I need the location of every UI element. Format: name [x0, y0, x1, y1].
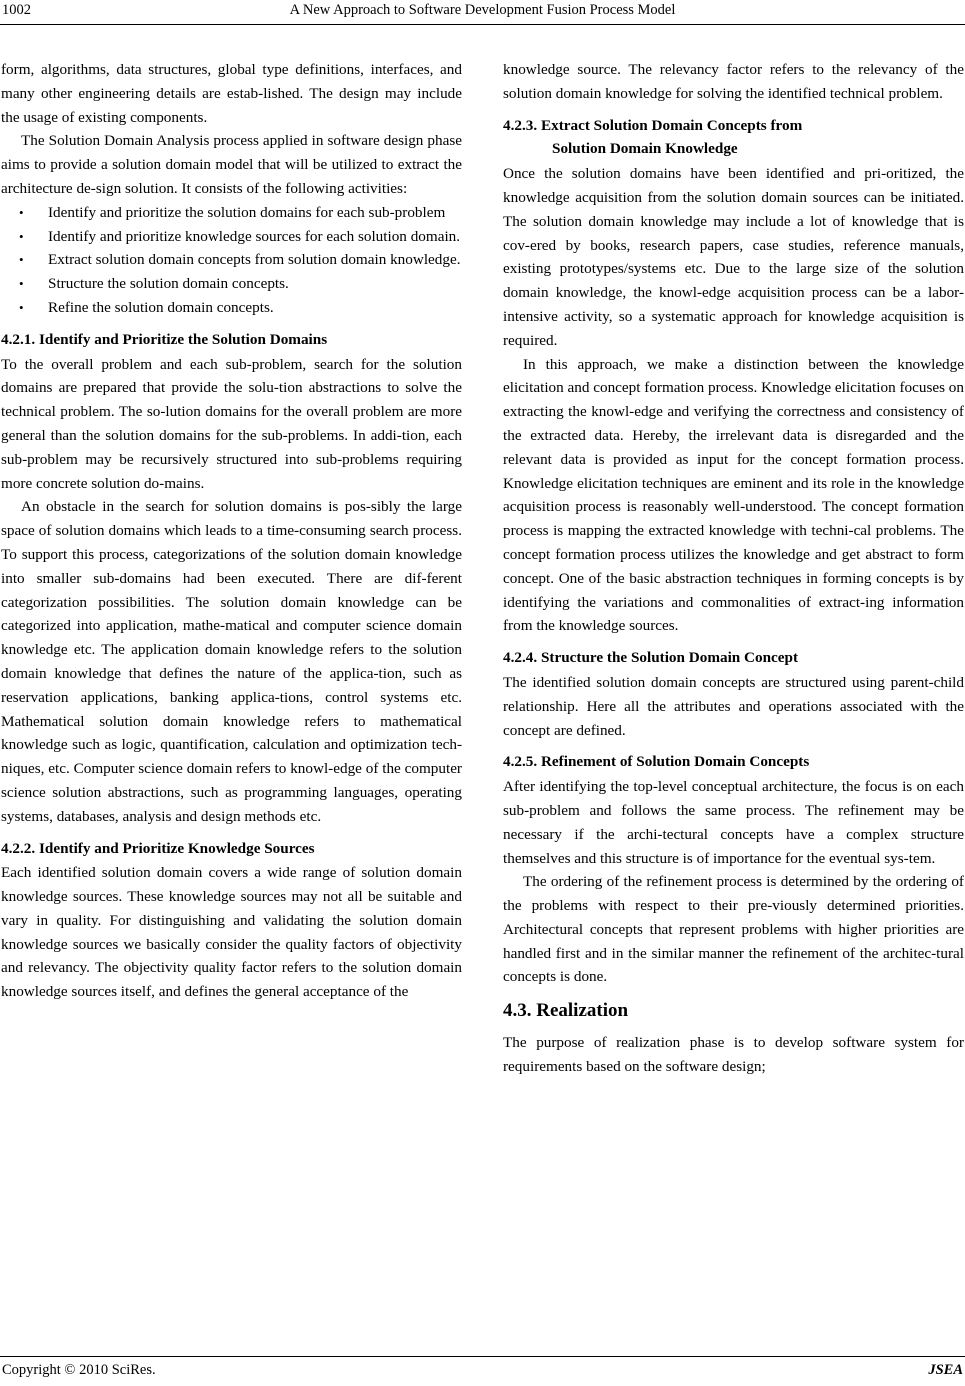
footer-rule: [0, 1356, 965, 1357]
section-heading-4-3: 4.3. Realization: [503, 1000, 629, 1022]
list-item-text: Structure the solution domain concepts.: [48, 275, 289, 293]
section-heading-4-2-5: 4.2.5. Refinement of Solution Domain Concepts: [503, 753, 810, 771]
paragraph: Each identified solution domain covers a wide range of solution domain knowledge sources. These knowledge sources may not all be suitable and vary in quality. For distinguishing and validating the solution domain knowledge sources we basically consider the quality factors of objectivity and relevancy. The objectivity quality factor refers to the solution domain knowledge sources itself, and defines the general acceptance of the: [1, 864, 462, 1001]
section-heading-4-2-3: [503, 114, 964, 162]
bullet-icon: •: [19, 276, 24, 292]
heading-line: 4.2.3. Extract Solution Domain Concepts from: [503, 116, 803, 134]
paragraph: In this approach, we make a distinction between the knowledge elicitation and concept formation process. Knowledge elicitation focuses on extracting the knowl-edge and verifying the correctness and consistency of the extracted data. Hereby, the irrelevant data is disregarded and the relevant data is provided as input for the concept formation process. Knowledge elicitation techniques are eminent and its role in the knowledge acquisition process is reasonably well-understood. The concept formation process is mapping the extracted knowledge with techni-cal problems. The concept formation process utilizes the knowledge and get abstract to form concept. One of the basic abstraction techniques in forming concepts is by identifying the variations and commonalities of extract-ing information from the knowledge sources.: [503, 355, 964, 635]
paragraph: An obstacle in the search for solution domains is pos-sibly the large space of solution domains which leads to a time-consuming search process. To support this process, categorizations of the solution domain knowledge into smaller sub-domains had been executed. There are dif-ferent categorization possibilities. The solution domain knowledge can be categorized into application, mathe-matical and computer science domain knowledge etc. The application domain knowledge refers to the solution domain knowledge that defines the nature of the applica-tion, such as reservation applications, banking applica-tions, control systems etc. Mathematical solution domain knowledge refers to mathematical knowledge such as logic, quantification, calculation and optimization tech-niques, etc. Computer science domain refers to knowl-edge of the computer science solution abstractions, such as programming languages, operating systems, databases, analysis and design methods etc.: [1, 498, 462, 825]
list-item-text: Extract solution domain concepts from solution domain knowledge.: [48, 251, 461, 269]
heading-line: Solution Domain Knowledge: [552, 140, 738, 158]
page-header: [0, 2, 965, 22]
left-column: [1, 58, 462, 1004]
journal-abbreviation: JSEA: [928, 1362, 963, 1378]
paragraph: The identified solution domain concepts are structured using parent-child relationship. Here all the attributes and operations associated with the concept are defined.: [503, 673, 964, 739]
list-item-text: Identify and prioritize the solution domains for each sub-problem: [48, 203, 446, 221]
paragraph: To the overall problem and each sub-problem, search for the solution domains are prepared that provide the solu-tion abstractions to solve the technical problem. The so-lution domains for the overall problem are more general than the solution domains for the sub-problems. In addi-tion, each sub-problem may be recursively structured into sub-problems requiring more concrete solution do-mains.: [1, 355, 462, 492]
list-item-text: Refine the solution domain concepts.: [48, 298, 274, 316]
paragraph: knowledge source. The relevancy factor refers to the relevancy of the solution domain knowledge for solving the identified technical problem.: [503, 61, 964, 102]
header-rule: [0, 24, 965, 25]
bullet-icon: •: [19, 299, 24, 315]
list-item-text: Identify and prioritize knowledge sources for each solution domain.: [48, 227, 461, 245]
paragraph: form, algorithms, data structures, global type definitions, interfaces, and many other engineering details are estab-lished. The design may include the usage of existing components.: [1, 61, 462, 126]
paragraph: The Solution Domain Analysis process applied in software design phase aims to provide a solution domain model that will be utilized to extract the architecture de-sign solution. It consists of the following activities:: [1, 132, 462, 197]
bullet-icon: •: [19, 252, 24, 268]
activity-list: [1, 201, 462, 320]
list-item: [1, 272, 462, 296]
copyright-notice: Copyright © 2010 SciRes.: [2, 1362, 156, 1378]
bullet-icon: •: [19, 228, 24, 244]
list-item: [1, 296, 462, 320]
paragraph: After identifying the top-level conceptual architecture, the focus is on each sub-problem and follows the same process. The refinement may be necessary if the archi-tectural concepts have a complex structure themselves and this structure is of importance for the eventual sys-tem.: [503, 778, 964, 867]
running-title: A New Approach to Software Development Fusion Process Model: [289, 2, 676, 18]
list-item: [1, 248, 462, 272]
right-column: [503, 58, 964, 1079]
paragraph: Once the solution domains have been identified and pri-oritized, the knowledge acquisition from the solution domain sources can be initiated. The solution domain knowledge may include a lot of knowledge that is cov-ered by books, research papers, case studies, reference manuals, existing prototypes/systems etc. Due to the large size of the solution domain knowledge, the knowl-edge acquisition process can be a labor-intensive activity, so a systematic approach for knowledge acquisition is required.: [503, 165, 964, 349]
list-item: [1, 201, 462, 225]
paragraph: The ordering of the refinement process is determined by the ordering of the problems with respect to their pre-viously determined priorities. Architectural concepts that represent problems with higher priorities are handled first and in the similar manner the refinement of the architec-tural concepts is done.: [503, 873, 964, 986]
section-heading-4-2-4: 4.2.4. Structure the Solution Domain Concept: [503, 649, 799, 667]
paragraph: The purpose of realization phase is to develop software system for requirements based on the software design;: [503, 1034, 964, 1076]
section-heading-4-2-1: 4.2.1. Identify and Prioritize the Solution Domains: [1, 330, 328, 348]
bullet-icon: •: [19, 204, 24, 220]
list-item: [1, 225, 462, 249]
page-number: 1002: [2, 2, 31, 18]
section-heading-4-2-2: 4.2.2. Identify and Prioritize Knowledge Sources: [1, 839, 315, 857]
